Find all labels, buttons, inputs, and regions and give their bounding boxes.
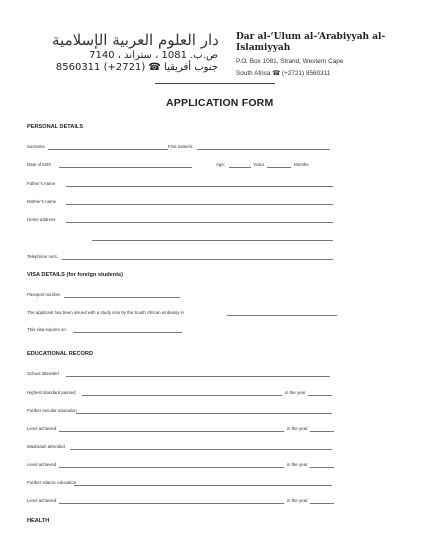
mother-name-field[interactable] [66, 204, 333, 205]
madrasah-field[interactable] [70, 449, 332, 450]
surname-field[interactable] [48, 149, 168, 150]
section-heading-visa: VISA DETAILS (for foreign students) [27, 272, 124, 278]
telephone-field[interactable] [62, 259, 333, 260]
date-of-birth-field[interactable] [59, 167, 192, 168]
years-label: Years [253, 162, 265, 167]
year-field-4[interactable] [310, 503, 334, 504]
age-label: Age: [216, 162, 226, 167]
passport-field[interactable] [64, 297, 180, 298]
visa-expiry-field[interactable] [73, 332, 182, 333]
level-achieved-label-2: Level achieved [27, 462, 57, 467]
highest-standard-field[interactable] [82, 395, 282, 396]
school-attended-label: School attended [27, 371, 59, 376]
passport-label: Passport number [27, 292, 61, 297]
embassy-label: The applicant has been issued with a study visa by the South African embassy in [27, 310, 184, 315]
in-the-year-label-2: in the year [287, 426, 308, 431]
level-achieved-label-1: Level achieved [27, 426, 57, 431]
in-the-year-label-3: in the year [287, 462, 308, 467]
madrasah-label: Madrasah attended [27, 444, 65, 449]
highest-standard-label: Highest standard passed [27, 390, 76, 395]
age-years-field[interactable] [229, 167, 251, 168]
home-address-label: Home address [27, 217, 56, 222]
institution-name-line1: Dar al-‘Ulum al-‘Arabiyyah al- [236, 32, 386, 42]
arabic-calligraphy-logo: دار العلوم العربية الإسلامية [52, 31, 219, 49]
first-names-label: First name/s: [168, 144, 194, 149]
visa-expiry-label: This visa expires on [27, 327, 66, 332]
first-names-field[interactable] [197, 149, 330, 150]
level-achieved-label-3: Level achieved [27, 498, 57, 503]
date-of-birth-label: Date of birth [27, 162, 51, 167]
year-field-3[interactable] [310, 467, 334, 468]
section-heading-health: HEALTH [27, 518, 50, 524]
months-label: Months [294, 162, 309, 167]
school-attended-field[interactable] [66, 376, 330, 377]
mother-name-label: Mother’s name [27, 199, 57, 204]
embassy-field[interactable] [227, 315, 337, 316]
level-achieved-field-1[interactable] [59, 431, 284, 432]
arabic-address-line1: ص.ب. 1081 ، ستراند ، 7140 [89, 50, 218, 61]
in-the-year-label-4: in the year [287, 498, 308, 503]
further-islamic-field[interactable] [74, 485, 332, 486]
section-heading-personal: PERSONAL DETAILS [27, 124, 84, 130]
institution-name-line2: Islamiyyah [236, 43, 291, 53]
telephone-label: Telephone no/s. [27, 254, 59, 259]
address-line2: South Africa ☎ (+2721) 8560311 [236, 70, 331, 77]
page-title: APPLICATION FORM [166, 97, 274, 109]
in-the-year-label-1: in the year [285, 390, 306, 395]
level-achieved-field-2[interactable] [59, 467, 284, 468]
age-months-field[interactable] [267, 167, 291, 168]
father-name-label: Father’s name [27, 181, 56, 186]
address-line1: P.O. Box 1081, Strand, Western Cape [236, 58, 344, 65]
home-address-field-line1[interactable] [66, 222, 333, 223]
further-secular-field[interactable] [76, 413, 332, 414]
father-name-field[interactable] [66, 186, 333, 187]
year-field-1[interactable] [308, 395, 332, 396]
section-heading-education: EDUCATIONAL RECORD [27, 351, 93, 357]
surname-label: Surname [27, 144, 45, 149]
header-divider [155, 83, 275, 84]
further-secular-label: Further secular education [27, 408, 77, 413]
year-field-2[interactable] [310, 431, 334, 432]
further-islamic-label: Further Islamic education [27, 480, 77, 485]
home-address-field-line2[interactable] [92, 240, 333, 241]
arabic-address-line2: جنوب أفريقيا ☎ (2721+) 8560311 [55, 62, 218, 73]
level-achieved-field-3[interactable] [59, 503, 284, 504]
